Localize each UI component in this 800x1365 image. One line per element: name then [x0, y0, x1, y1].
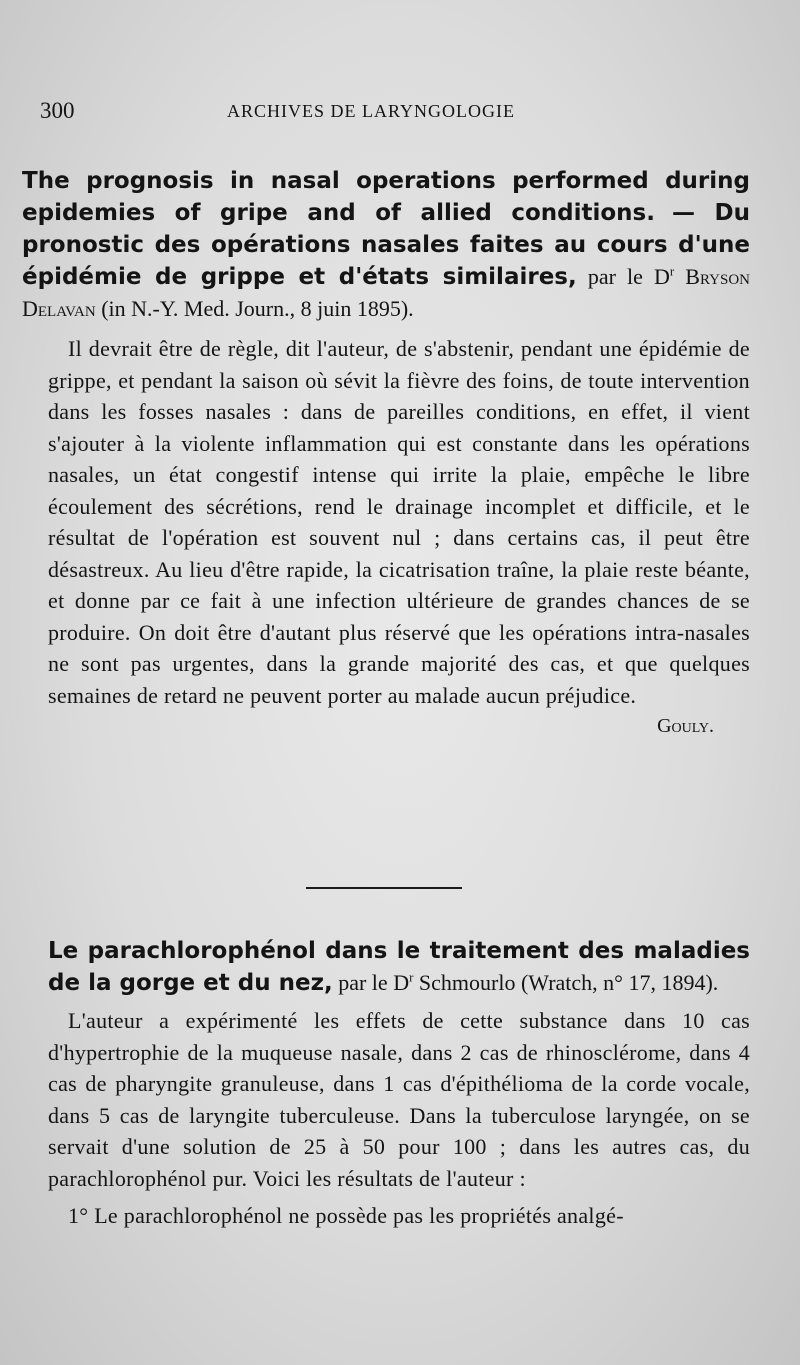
journal-title: ARCHIVES DE LARYNGOLOGIE — [227, 101, 515, 121]
author-name: Bryson Delavan — [22, 264, 750, 321]
by-label: par le — [338, 970, 388, 995]
running-head — [40, 98, 740, 124]
by-label: par le — [587, 264, 643, 289]
article-title-english: The prognosis in nasal operations performed during epidemies of gripe and of allied conditions. — [22, 168, 750, 226]
page-number: 300 — [40, 98, 75, 123]
article-heading — [22, 165, 750, 325]
author-title: $D^r$ — [393, 969, 414, 995]
article-body: L'auteur a expérimenté les effets de cette substance dans 10 cas d'hypertrophie de la muqueuse nasale, dans 2 cas de rhinosclérome, dans 4 cas de pharyngite granuleuse, dans 1 cas d'épithélioma de la corde vocale, dans 5 cas de laryngite tuberculeuse. Dans la tuberculose laryngée, on se servait d'une solution de 25 à 50 pour 100 ; dans les autres cas, du parachlorophénol pur. Voici les résultats de l'auteur : — [48, 1008, 750, 1191]
article-heading — [48, 935, 750, 999]
author-name: Schmourlo — [418, 970, 516, 995]
article-source: (Wratch, n° 17, 1894). — [520, 970, 719, 995]
author-title: $D^r$ — [653, 263, 675, 289]
article-parachlorophenol — [48, 935, 750, 1232]
article-title: Le parachlorophénol dans le traitement des maladies de la gorge et du nez, — [48, 938, 750, 996]
article-source: (in N.-Y. Med. Journ., 8 juin 1895). — [101, 296, 414, 321]
article-nasal-operations — [22, 165, 751, 741]
result-item-1: 1° Le parachlorophénol ne possède pas les propriétés analgé- — [68, 1203, 624, 1228]
section-divider — [306, 887, 462, 889]
article-title-french: — Du pronostic des opérations nasales faites au cours d'une épidémie de grippe et d'états similaires, — [22, 200, 751, 290]
article-body: Il devrait être de règle, dit l'auteur, de s'abstenir, pendant une épidémie de grippe, et pendant la saison où sévit la fièvre des foins, de toute intervention dans les fosses nasales : dans de pareilles conditions, en effet, il vient s'ajouter à la violente inflammation qui est constante dans les opérations nasales, un état congestif intense qui irrite la plaie, empêche le libre écoulement des sécrétions, rend le drainage incomplet et difficile, et le résultat de l'opération est souvent nul ; dans certains cas, il peut être désastreux. Au lieu d'être rapide, la cicatrisation traîne, la plaie reste béante, et donne par ce fait à une infection ultérieure de grandes chances de se produire. On doit être d'autant plus réservé que les opérations intra-nasales ne sont pas urgentes, dans la grande majorité des cas, et que quelques semaines de retard ne peuvent porter au malade aucun préjudice. — [48, 336, 750, 708]
reviewer-signature: Gouly. — [657, 715, 714, 737]
